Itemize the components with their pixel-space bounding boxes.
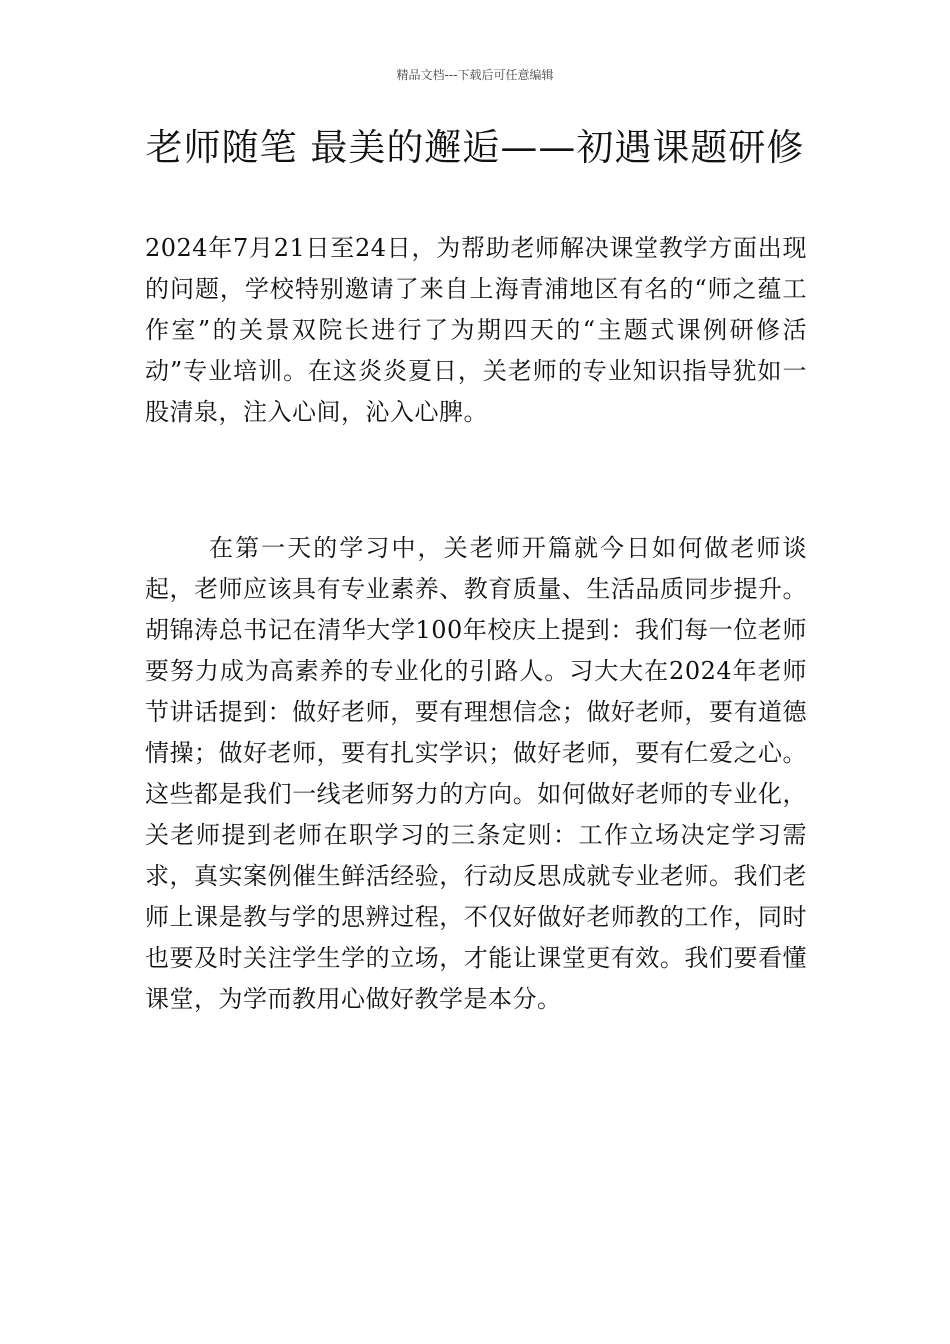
- paragraph-1: 2024年7月21日至24日，为帮助老师解决课堂教学方面出现的问题，学校特别邀请了来自上海青浦地区有名的“师之蕴工作室”的关景双院长进行了为期四天的“主题式课例研修活动”专业培训。在这炎炎夏日，关老师的专业知识指导犹如一股清泉，注入心间，沁入心脾。: [145, 234, 807, 426]
- paragraph-2: 在第一天的学习中，关老师开篇就今日如何做老师谈起，老师应该具有专业素养、教育质量、生活品质同步提升。胡锦涛总书记在清华大学100年校庆上提到：我们每一位老师要努力成为高素养的专业化的引路人。习大大在2024年老师节讲话提到：做好老师，要有理想信念；做好老师，要有道德情操；做好老师，要有扎实学识；做好老师，要有仁爱之心。这些都是我们一线老师努力的方向。如何做好老师的专业化，关老师提到老师在职学习的三条定则：工作立场决定学习需求，真实案例催生鲜活经验，行动反思成就专业老师。我们老师上课是教与学的思辨过程，不仅好做好老师教的工作，同时也要及时关注学生学的立场，才能让课堂更有效。我们要看懂课堂，为学而教用心做好教学是本分。: [145, 534, 807, 1013]
- document-title: 老师随笔 最美的邂逅——初遇课题研修: [145, 126, 805, 169]
- header-note: 精品文档---下载后可任意编辑: [396, 68, 554, 82]
